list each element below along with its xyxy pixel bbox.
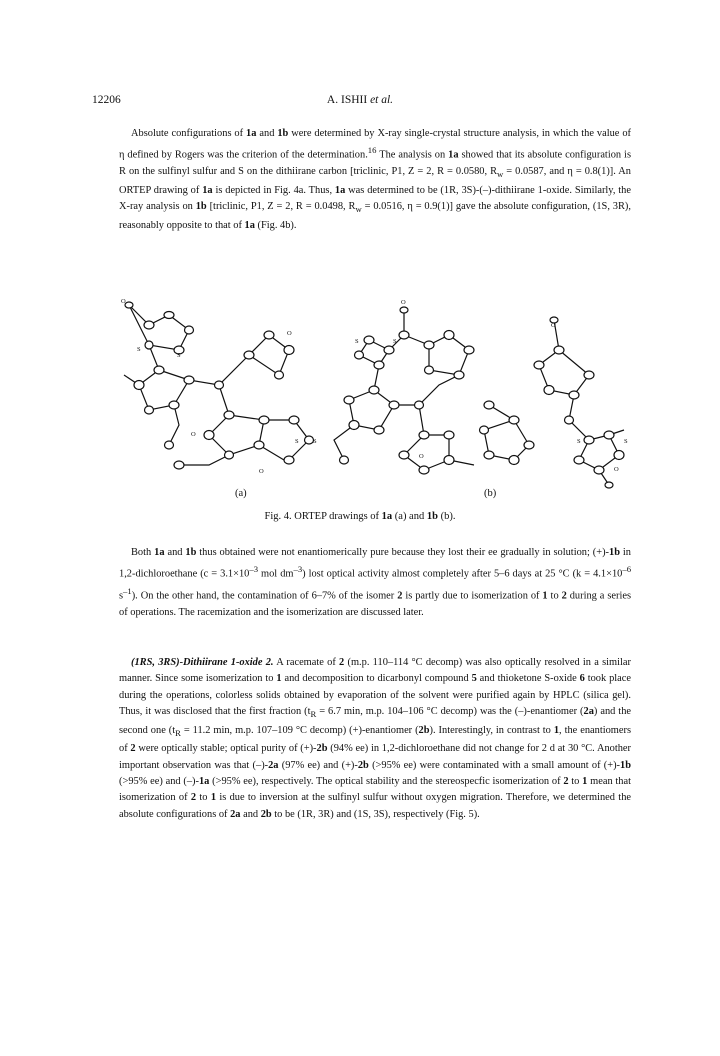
atom: [464, 346, 474, 354]
section-heading: (1RS, 3RS)-Dithiirane 1-oxide 2.: [131, 657, 274, 668]
compound-ref: 5: [471, 673, 477, 685]
atom: [264, 331, 274, 339]
text-run: , the enantiomers of: [119, 724, 631, 755]
atom-label: O: [121, 298, 126, 305]
compound-ref: 2: [339, 657, 345, 668]
text-run: thus obtained were not enantiomerically pure because they lost their ee gradually in solution; (+)-: [196, 547, 610, 558]
atom: [215, 381, 224, 389]
atom: [484, 451, 494, 459]
compound-ref: 2: [190, 792, 197, 804]
subscript: w: [355, 204, 362, 215]
atom: [125, 302, 133, 308]
atom: [444, 431, 454, 439]
atom: [565, 416, 574, 424]
atom: [344, 396, 354, 404]
atom-label: O: [419, 453, 424, 460]
panel-label-a: (a): [235, 488, 247, 499]
text-run: (a) and: [392, 511, 427, 522]
atom: [169, 401, 179, 409]
text-run: = 0.0516, η = 0.9(1)] gave the absolute configuration, (1S, 3R), reasonably opposite to that of: [119, 201, 631, 231]
paragraph-racemization: [119, 545, 631, 622]
text-run: and: [256, 128, 278, 139]
compound-ref: 2b: [418, 724, 430, 736]
text-run: = 6.7 min, m.p. 104–106 °C decomp) was the (–)-enantiomer (: [316, 706, 584, 718]
atom: [389, 401, 399, 409]
text-run: s: [119, 590, 124, 602]
atom: [594, 466, 604, 474]
atom: [185, 326, 194, 334]
text-run: (m.p. 110–114 °C decomp) was also optically resolved in a similar manner. Since some isomerization to: [119, 657, 631, 685]
compound-ref: 1a: [198, 776, 210, 787]
compound-ref: 1b: [620, 759, 631, 771]
atom: [524, 441, 534, 449]
text-run: The analysis on: [376, 149, 449, 161]
citation-ref: 16: [367, 145, 377, 156]
compound-ref: 2: [561, 590, 567, 602]
figure-caption: [0, 511, 720, 522]
text-run: mean that isomerization of: [119, 776, 631, 804]
atom-label: S: [393, 338, 397, 345]
text-run: to: [568, 776, 583, 787]
atom: [484, 401, 494, 409]
compound-ref: 6: [579, 673, 585, 685]
running-head-prefix: A. I: [326, 94, 345, 106]
text-run: and: [164, 547, 186, 558]
atom: [614, 451, 624, 460]
compound-ref: 2b: [316, 743, 328, 755]
text-run: ). On the other hand, the contamination of 6–7% of the isomer: [131, 590, 398, 602]
compound-ref: 2: [563, 776, 569, 787]
compound-ref: 2: [130, 743, 136, 755]
compound-ref: 1b: [195, 201, 207, 213]
atom: [544, 386, 554, 395]
paragraph-dithiirane-2: [119, 655, 631, 823]
text-run: (b).: [437, 511, 456, 522]
atom: [605, 482, 613, 488]
compound-ref: 1a: [244, 219, 255, 231]
atom: [184, 376, 194, 384]
superscript: –1: [123, 586, 132, 597]
atom: [509, 456, 519, 465]
atom: [554, 346, 564, 354]
atom: [584, 371, 594, 379]
compound-ref: 1a: [334, 184, 346, 196]
atom-label: S: [137, 346, 141, 353]
atom: [224, 411, 234, 419]
atom: [275, 371, 284, 379]
atom: [419, 466, 429, 474]
text-run: is due to inversion at the sulfinyl sulfur without oxygen migration. Therefore, we determined the absolute configurations of: [119, 792, 632, 820]
text-run: (>95% ee), respectively. The optical stability and the stereospecfic isomerization of: [209, 776, 564, 787]
atom: [145, 341, 153, 349]
atom: [424, 341, 434, 349]
ortep-panel-a: [124, 302, 314, 469]
atom: [259, 416, 269, 424]
atom: [415, 401, 424, 409]
text-run: mol dm: [258, 568, 294, 580]
compound-ref: 1: [582, 776, 588, 787]
atom: [480, 426, 489, 434]
page-number: 12206: [92, 94, 121, 106]
atom-label: S: [624, 438, 628, 445]
figure-4-ortep-drawings: [119, 295, 631, 499]
text-run: in 1,2-dichloroethane (c = 3.1×10: [119, 547, 632, 580]
atom: [574, 456, 584, 464]
compound-ref: 1: [542, 590, 548, 602]
compound-ref: 1a: [448, 149, 459, 161]
atom: [384, 346, 394, 354]
atom: [144, 321, 154, 329]
atom-label: S: [355, 338, 359, 345]
atom-label: O: [551, 322, 556, 329]
atom: [145, 406, 154, 414]
atom-label: O: [191, 431, 196, 438]
atom-label: O: [259, 468, 264, 475]
atom: [174, 461, 184, 469]
compound-ref: 1b: [277, 128, 289, 139]
compound-ref: 1a: [381, 511, 393, 522]
text-run: ) and the second one (t: [119, 706, 631, 736]
atom-label: O: [614, 466, 619, 473]
atom: [604, 431, 614, 439]
paragraph-absolute-configurations: [119, 126, 631, 234]
atom: [244, 351, 254, 359]
atom-label: O: [287, 330, 292, 337]
text-run: and: [240, 808, 261, 820]
atom: [154, 366, 164, 374]
compound-ref: 1: [210, 792, 217, 804]
subscript: w: [497, 169, 504, 180]
atom: [584, 436, 594, 444]
atom: [419, 431, 429, 439]
atom: [349, 421, 359, 430]
text-run: to be (1R, 3R) and (1S, 3S), respectively (Fig. 5).: [271, 808, 480, 820]
atom: [454, 371, 464, 379]
atom: [164, 312, 174, 319]
compound-ref: 1: [553, 724, 560, 736]
atom: [399, 451, 409, 459]
text-run: (97% ee) and (+)-: [278, 759, 358, 771]
atom-label: S: [313, 438, 317, 445]
text-run: (>95% ee) were contaminated with a small amount of (+)-: [368, 759, 620, 771]
compound-ref: 2: [397, 590, 403, 602]
text-run: is depicted in Fig. 4a. Thus,: [212, 184, 335, 196]
subscript: R: [175, 727, 181, 738]
compound-ref: 2a: [268, 759, 279, 771]
subscript: R: [310, 709, 317, 720]
text-run: and thioketone S-oxide: [476, 673, 580, 685]
text-run: ) lost optical activity almost completely after 5–6 days at 25 °C (k = 4.1×10: [302, 568, 623, 580]
compound-ref: 1a: [154, 547, 165, 558]
panel-label-b: (b): [484, 488, 497, 499]
atom: [204, 431, 214, 440]
text-run: were determined by X-ray single-crystal structure analysis, in which the value of η defined by Rogers was the criterion of the determination.: [119, 128, 631, 161]
atom: [369, 386, 379, 394]
compound-ref: 2a: [230, 808, 241, 820]
compound-ref: 2a: [583, 706, 594, 718]
atom: [425, 366, 434, 374]
text-run: was determined to be (1R, 3S)-(–)-dithiirane 1-oxide. Similarly, the X-ray analysis on: [119, 184, 631, 213]
atom: [364, 336, 374, 344]
atom: [134, 381, 144, 390]
text-run: Fig. 4. ORTEP drawings of: [264, 511, 382, 522]
compound-ref: 1: [276, 673, 282, 685]
text-run: (Fig. 4b).: [254, 219, 297, 231]
compound-ref: 1b: [609, 547, 620, 558]
text-run: = 11.2 min, m.p. 107–109 °C decomp) (+)-enantiomer (: [180, 724, 419, 736]
text-run: [triclinic, P1, Z = 2, R = 0.0498, R: [206, 201, 356, 213]
atom: [399, 331, 409, 339]
text-run: and decomposition to dicarbonyl compound: [281, 673, 472, 685]
text-run: took place during the operations, colorless solids obtained by evaporation of the solvent were purified again by HPLC (silica gel). Thus, it was disclosed that the first fraction (t: [119, 673, 631, 718]
text-run: were optically stable; optical purity of (+)-: [135, 743, 317, 755]
atom: [444, 456, 454, 465]
compound-ref: 1a: [246, 128, 257, 139]
superscript: –3: [249, 564, 259, 575]
running-head-smallcaps: SHII: [344, 94, 368, 106]
atom: [340, 456, 349, 464]
atom: [254, 441, 264, 449]
atom: [569, 391, 579, 399]
text-run: is partly due to isomerization of: [402, 590, 543, 602]
running-head: [0, 94, 720, 106]
atom: [374, 361, 384, 369]
atom: [509, 416, 519, 424]
text-run: to: [547, 590, 562, 602]
text-run: Both: [131, 547, 155, 558]
text-run: = 0.0587, and η = 0.8(1)]. An ORTEP drawing of: [119, 166, 631, 196]
compound-ref: 1b: [185, 547, 197, 558]
running-head-suffix: et al.: [370, 94, 394, 106]
atom-label: S: [295, 438, 299, 445]
atom: [225, 451, 234, 459]
atom: [534, 361, 544, 369]
atom: [444, 331, 454, 340]
superscript: –3: [293, 564, 303, 575]
atom: [284, 346, 294, 355]
atom: [165, 441, 174, 449]
text-run: to: [196, 792, 211, 804]
compound-ref: 2b: [260, 808, 272, 820]
text-run: (>95% ee) and (–)-: [119, 776, 199, 787]
atom-label: S: [577, 438, 581, 445]
compound-ref: 1a: [202, 184, 213, 196]
atom: [355, 351, 364, 359]
text-run: (94% ee) in 1,2-dichloroethane did not change for 2 d at 30 °C. Another important observation was that (–)-: [119, 743, 631, 771]
text-run: showed that its absolute configuration is R on the sulfinyl sulfur and S on the dithiirane carbon [triclinic, P1, Z = 2, R = 0.0580, R: [119, 149, 631, 178]
compound-ref: 1b: [426, 511, 438, 522]
compound-ref: 2b: [357, 759, 369, 771]
superscript: –6: [622, 564, 632, 575]
ortep-panel-b: [334, 307, 624, 488]
text-run: A racemate of: [273, 657, 340, 668]
atom: [374, 426, 384, 434]
text-run: during a series of operations. The racemization and the isomerization are discussed later.: [119, 590, 632, 619]
atom: [289, 416, 299, 424]
atom: [284, 456, 294, 464]
text-run: Absolute configurations of: [131, 128, 247, 139]
atom-label: S: [177, 352, 181, 359]
text-run: ). Interestingly, in contrast to: [429, 724, 554, 736]
atom-label: O: [401, 299, 406, 306]
ortep-drawings-svg: [119, 295, 631, 495]
atom: [400, 307, 408, 313]
